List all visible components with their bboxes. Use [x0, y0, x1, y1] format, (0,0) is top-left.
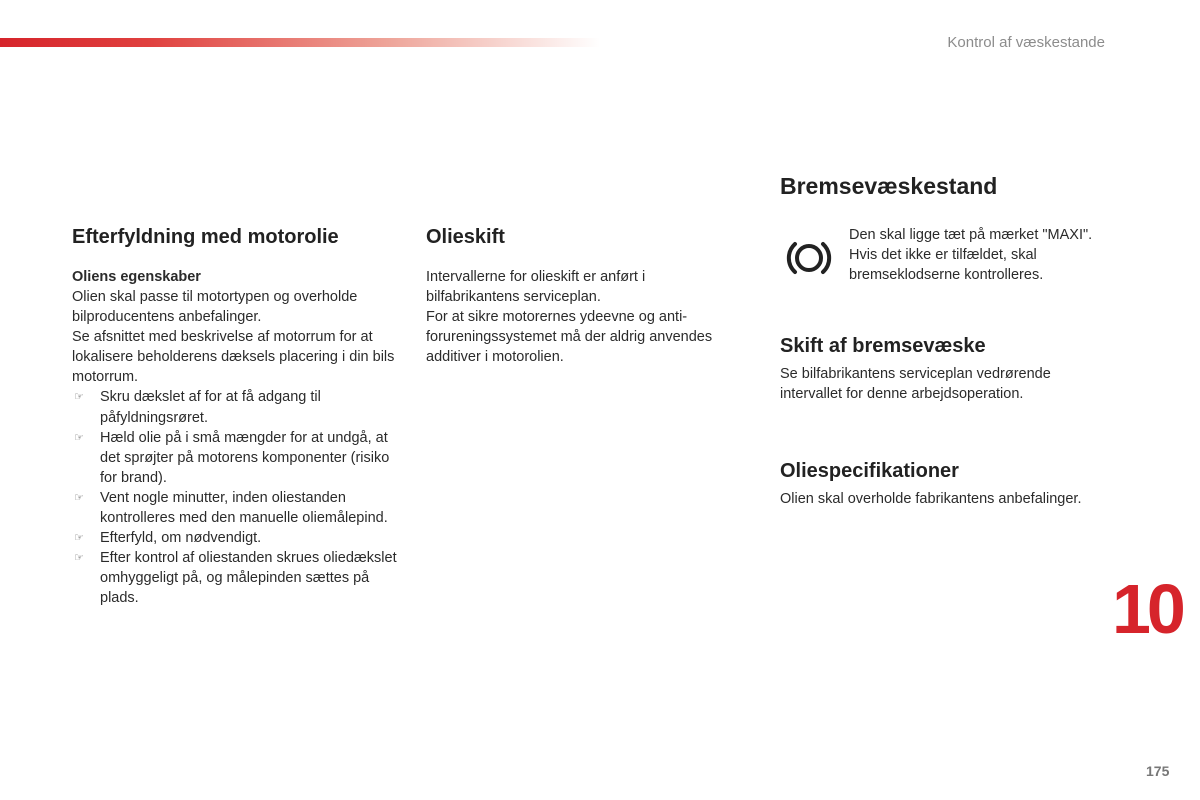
- section-oil-specifications: [780, 460, 1120, 509]
- list-item: ☞ Efterfyld, om nødvendigt.: [72, 528, 402, 548]
- section-heading-brake-change: Skift af bremsevæske: [780, 335, 986, 357]
- chapter-number: 10: [1112, 570, 1182, 648]
- hand-pointer-icon: ☞: [74, 532, 84, 545]
- page-title: Bremsevæskestand: [780, 173, 998, 199]
- paragraph-additives-warning: For at sikre motorernes ydeevne og anti-forureningssystemet må der aldrig anvendes additiver i motorolien.: [426, 309, 713, 366]
- header-accent-bar: [0, 38, 600, 47]
- list-item: ☞ Efter kontrol af oliestanden skrues oliedækslet omhyggeligt på, og målepinden sættes på plads.: [74, 550, 397, 607]
- refill-steps-list: [72, 387, 402, 608]
- brake-warning-icon: [785, 238, 833, 278]
- hand-pointer-icon: ☞: [74, 552, 84, 565]
- section-heading-refill: Efterfyldning med motorolie: [72, 226, 339, 248]
- list-item: ☞ Vent nogle minutter, inden oliestanden kontrolleres med den manuelle oliemålepind.: [74, 489, 388, 527]
- paragraph-brake-change: Se bilfabrikantens serviceplan vedrørende intervallet for denne arbejdsoperation.: [780, 366, 1051, 403]
- list-item: ☞ Hæld olie på i små mængder for at undgå, at det sprøjter på motorens komponenter (risiko for brand).: [74, 429, 390, 486]
- column-oil-change: [426, 226, 741, 367]
- paragraph-oil-spec: Olien skal overholde fabrikantens anbefalinger.: [780, 491, 1082, 507]
- page-number: 175: [1146, 763, 1170, 779]
- section-heading-oil-change: Olieskift: [426, 226, 505, 248]
- hand-pointer-icon: ☞: [74, 491, 84, 504]
- paragraph-oil-change-interval: Intervallerne for olieskift er anført i bilfabrikantens serviceplan.: [426, 269, 646, 306]
- column-motor-oil-refill: [72, 226, 402, 609]
- brake-level-text-block: [849, 225, 1104, 285]
- paragraph-oil-intro: Olien skal passe til motortypen og overholde bilproducentens anbefalinger.: [72, 289, 358, 326]
- hand-pointer-icon: ☞: [74, 431, 84, 444]
- list-item: ☞ Skru dækslet af for at få adgang til påfyldningsrøret.: [74, 389, 321, 426]
- column-brake-fluid: [780, 173, 1110, 200]
- running-header: Kontrol af væskestande: [947, 34, 1105, 51]
- paragraph-brake-level: Den skal ligge tæt på mærket "MAXI". Hvis det ikke er tilfældet, skal bremseklodserne kontrolleres.: [849, 227, 1093, 284]
- section-heading-oil-spec: Oliespecifikationer: [780, 460, 959, 482]
- section-brake-fluid-change: [780, 335, 1110, 404]
- subheading-oil-properties: Oliens egenskaber: [72, 269, 201, 285]
- hand-pointer-icon: ☞: [74, 391, 84, 404]
- paragraph-cap-location: Se afsnittet med beskrivelse af motorrum for at lokalisere beholderens dæksels placering i din bils motorrum.: [72, 329, 395, 386]
